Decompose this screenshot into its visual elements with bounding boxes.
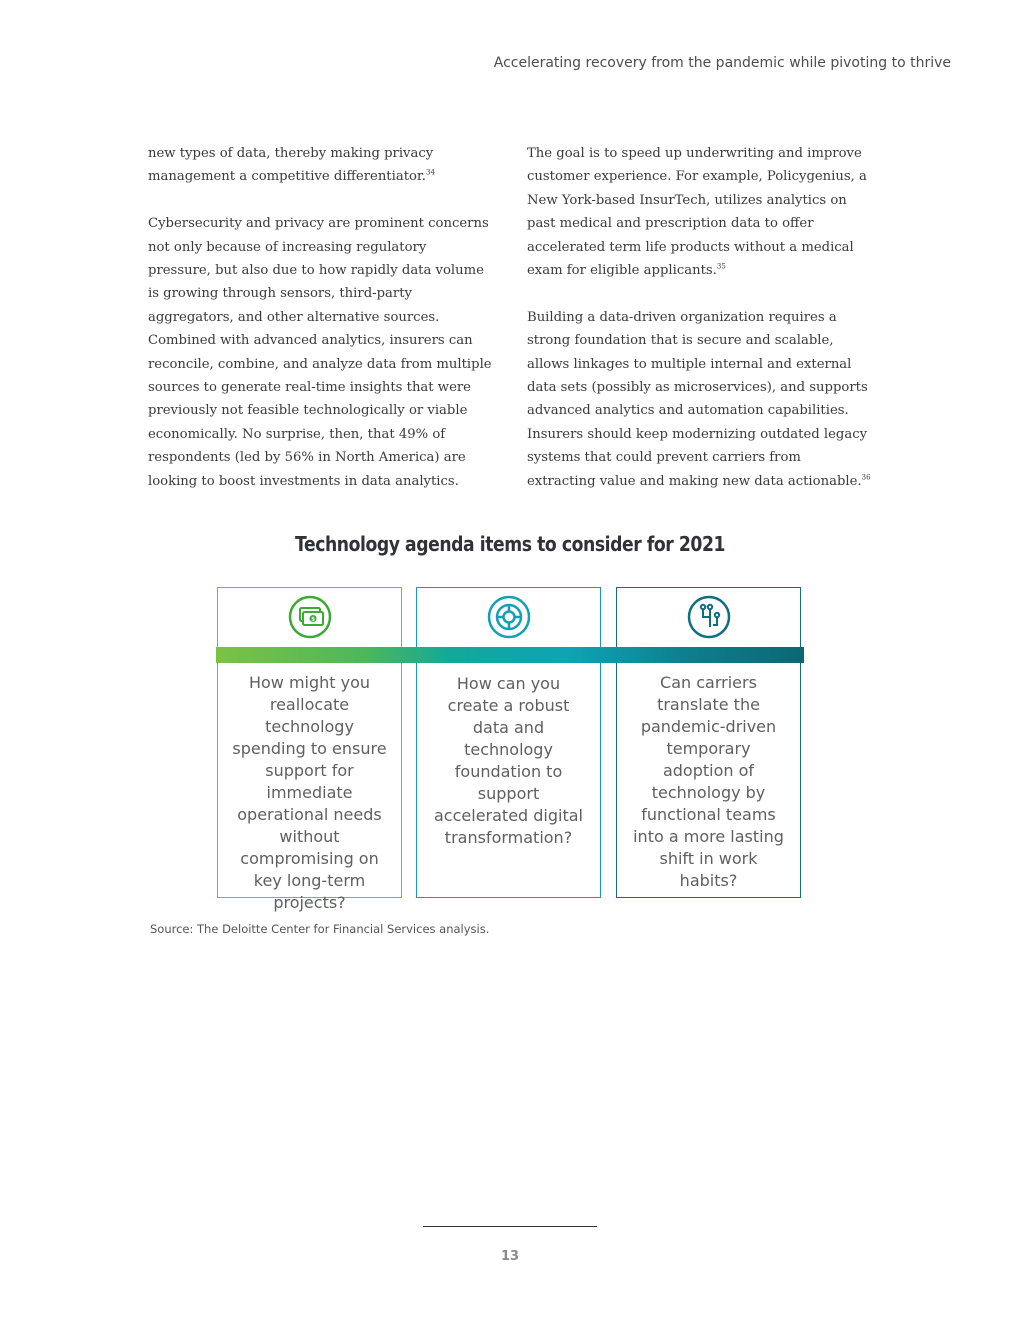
- paragraph: The goal is to speed up underwriting and improve customer experience. For example, Policygenius, a New York-based InsurTech, utilizes analytics on past medical and prescription data to offer accelerated term life products without a medical exam for eligible applicants.$^{35}$: [527, 146, 867, 279]
- agenda-card-work-habits: [616, 587, 801, 898]
- agenda-question: How can you create a robust data and technology foundation to support accelerated digital transformation?: [434, 674, 583, 847]
- agenda-question: Can carriers translate the pandemic-driven temporary adoption of technology by functional teams into a more lasting shift in work habits?: [633, 673, 784, 890]
- gradient-divider-bar: [216, 647, 804, 663]
- source-note: Source: The Deloitte Center for Financial Services analysis.: [150, 922, 490, 936]
- lifebuoy-icon: [487, 595, 531, 639]
- agenda-title: Technology agenda items to consider for 2021: [294, 532, 726, 556]
- agenda-card-spending: [217, 587, 402, 912]
- money-icon: [288, 595, 332, 639]
- footnote-ref[interactable]: 36: [861, 473, 871, 482]
- agenda-card-data-foundation: [416, 587, 601, 898]
- paragraph: new types of data, thereby making privacy management a competitive differentiator.$^{34}$: [148, 146, 435, 185]
- svg-text:$: $: [310, 616, 315, 623]
- running-header: Accelerating recovery from the pandemic while pivoting to thrive: [493, 55, 951, 71]
- circuit-icon: [687, 595, 731, 639]
- footnote-ref[interactable]: 35: [716, 262, 726, 271]
- paragraph: Cybersecurity and privacy are prominent concerns not only because of increasing regulatory pressure, but also due to how rapidly data volume is growing through sensors, third-party aggregators, and other alternative sources. Combined with advanced analytics, insurers can reconcile, combine, and analyze data from multiple sources to generate real-time insights that were previously not feasible technologically or viable economically. No surprise, then, that 49% of respondents (led by 56% in North America) are looking to boost investments in data analytics.: [148, 216, 492, 489]
- agenda-question: How might you reallocate technology spending to ensure support for immediate operational needs without compromising on key long-term projects?: [232, 673, 387, 912]
- page-number: 13: [500, 1249, 520, 1264]
- right-text-column: [527, 142, 872, 516]
- left-text-column: [148, 142, 493, 516]
- paragraph: Building a data-driven organization requires a strong foundation that is secure and scalable, allows linkages to multiple internal and external data sets (possibly as microservices), and supports advanced analytics and automation capabilities. Insurers should keep modernizing outdated legacy systems that could prevent carriers from extracting value and making new data actionable.$^{36}$: [527, 309, 871, 489]
- footer-rule: [423, 1226, 597, 1227]
- footnote-ref[interactable]: 34: [425, 169, 435, 178]
